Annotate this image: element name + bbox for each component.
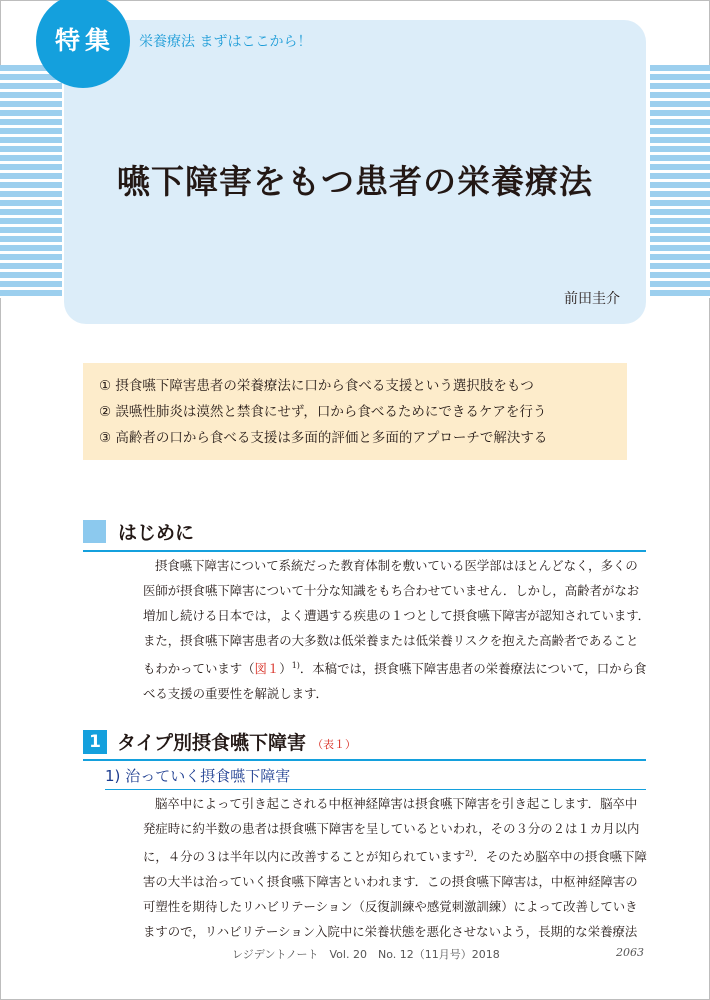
text-line: 脳卒中によって引き起こされる中枢神経障害は摂食嚥下障害を引き起こします．脳卒中 xyxy=(155,796,638,811)
heading-square-icon xyxy=(83,520,106,543)
intro-heading xyxy=(83,518,646,552)
text-line: べる支援の重要性を解説します． xyxy=(143,686,328,702)
subsection-title: 治っていく摂食嚥下障害 xyxy=(125,767,291,785)
subsection-number: 1) xyxy=(105,767,121,785)
section-1-heading xyxy=(83,728,646,761)
page-number: 2063 xyxy=(616,946,644,959)
article-title: 嚥下障害をもつ患者の栄養療法 xyxy=(117,162,593,201)
text-line: 発症時に約半数の患者は摂食嚥下障害を呈しているといわれ，その３分の２は１カ月以内 xyxy=(143,821,640,836)
intro-heading-text: はじめに xyxy=(118,522,195,544)
section-number-badge: 1 xyxy=(83,730,107,754)
text-line: 可塑性を期待したリハビリテーション（反復訓練や感覚刺激訓練）によって改善していき xyxy=(143,899,638,915)
citation-2[interactable]: 2) xyxy=(465,849,474,858)
intro-paragraph xyxy=(143,553,651,706)
figure-reference-link[interactable]: 図１ xyxy=(254,661,280,677)
citation-1[interactable]: 1) xyxy=(291,661,300,670)
author-name: 前田圭介 xyxy=(564,291,620,307)
table-reference-link[interactable]: （表１） xyxy=(312,737,357,751)
key-point-1: ① 摂食嚥下障害患者の栄養療法に口から食べる支援という選択肢をもつ xyxy=(99,378,534,394)
text-line: に，４分の３は半年以内に改善することが知られています$^{2)}$．そのため脳卒中の摂食嚥下障 xyxy=(143,849,647,865)
journal-info: レジデントノート Vol. 20 No. 12（11月号）2018 xyxy=(232,948,500,961)
section-1-paragraph xyxy=(143,791,646,944)
series-label: 栄養療法 まずはここから！ xyxy=(139,34,312,50)
decorative-stripes-right xyxy=(650,65,710,298)
text-line: もわかっています（図１）$^{1)}$．本稿では，摂食嚥下障害患者の栄養療法について，口から食 xyxy=(143,661,647,677)
text-line: ますので，リハビリテーション入院中に栄養状態を悪化させないよう，長期的な栄養療法 xyxy=(143,924,638,940)
key-point-3: ③ 高齢者の口から食べる支援は多面的評価と多面的アプローチで解決する xyxy=(99,430,548,446)
text-line: 摂食嚥下障害について系統だった教育体制を敷いている医学部はほとんどなく，多くの xyxy=(155,558,638,573)
text-line: 害の大半は治っていく摂食嚥下障害といわれます．この摂食嚥下障害は，中枢神経障害の xyxy=(143,874,638,890)
text-line: 増加し続ける日本では，よく遭遇する疾患の１つとして摂食嚥下障害が認知されています． xyxy=(143,608,651,623)
subsection-heading xyxy=(105,765,646,790)
key-point-2: ② 誤嚥性肺炎は漠然と禁食にせず，口から食べるためにできるケアを行う xyxy=(99,404,547,420)
feature-badge: 特集 xyxy=(36,0,130,88)
section-1-title: タイプ別摂食嚥下障害 xyxy=(117,732,307,754)
key-points-box xyxy=(83,363,627,460)
text-line: 医師が摂食嚥下障害について十分な知識をもち合わせていません．しかし，高齢者がなお xyxy=(143,583,640,598)
text-line: また，摂食嚥下障害患者の大多数は低栄養または低栄養リスクを抱えた高齢者であること xyxy=(143,633,639,648)
decorative-stripes-left xyxy=(0,65,62,298)
